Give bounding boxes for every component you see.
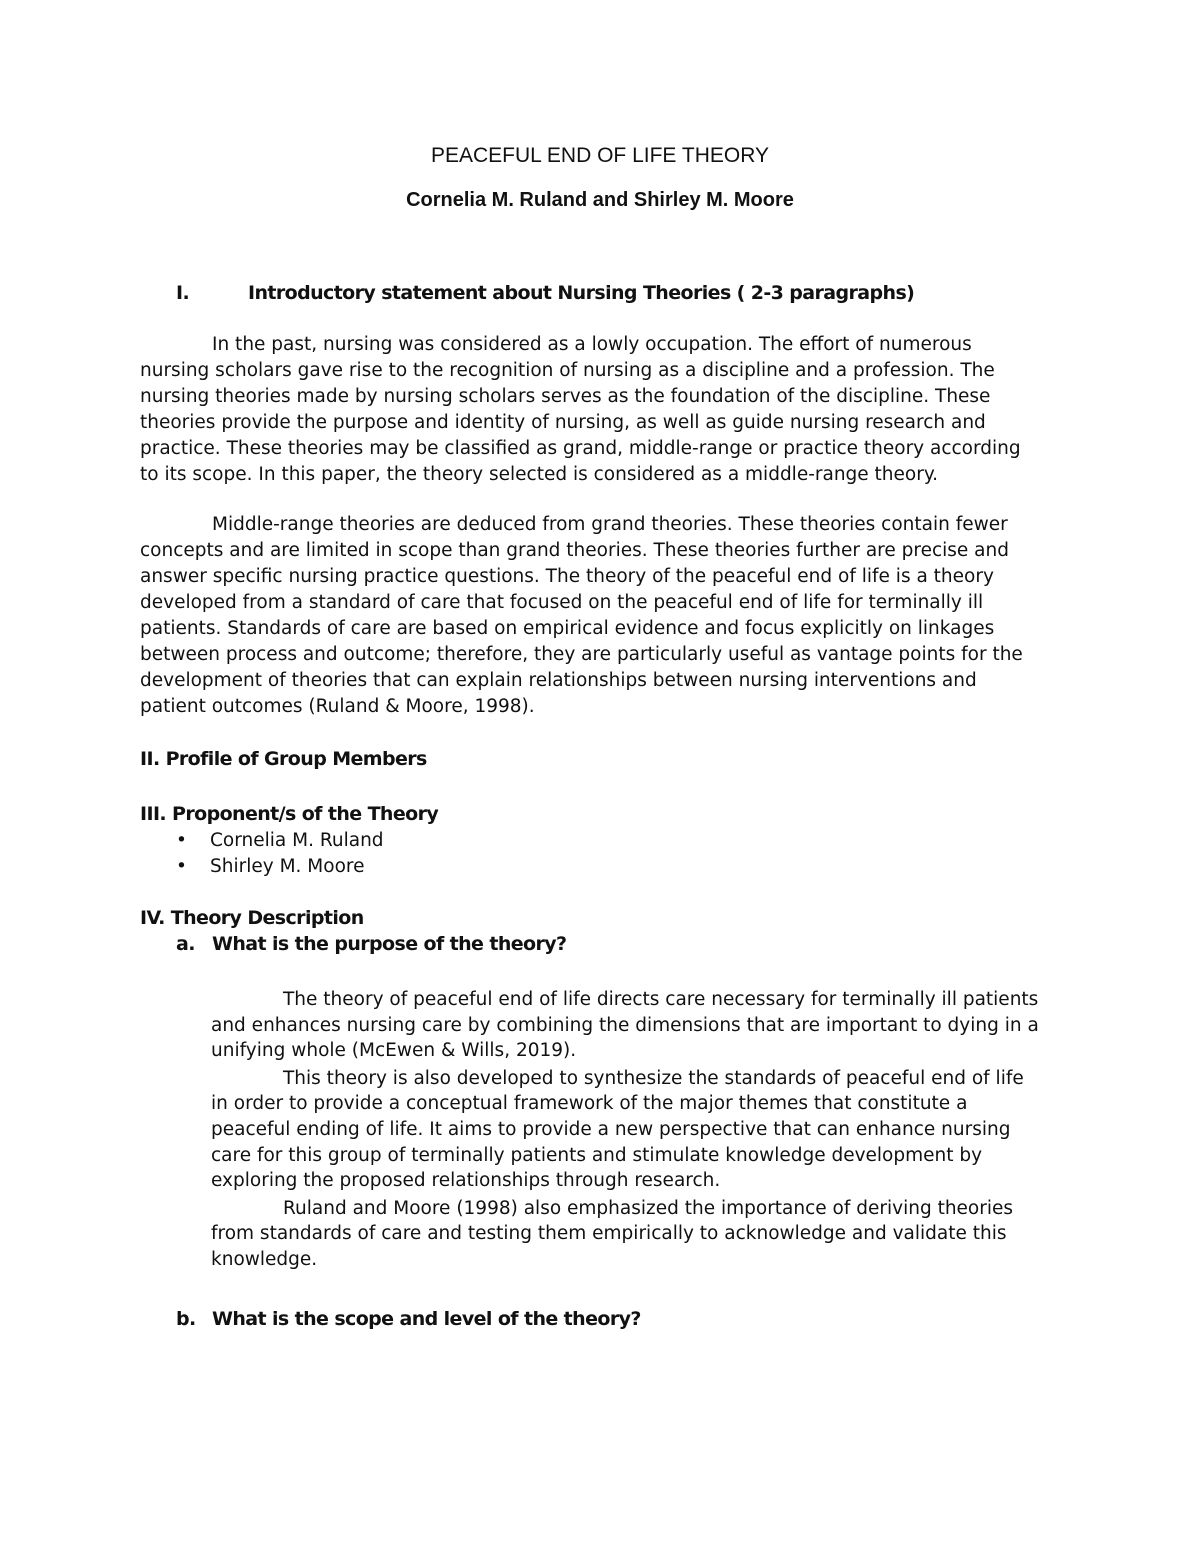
text-line: care for this group of terminally patients and stimulate knowledge development by <box>211 1144 983 1166</box>
text-line: between process and outcome; therefore, they are particularly useful as vantage points for the <box>140 644 1023 665</box>
text-line: peaceful ending of life. It aims to provide a new perspective that can enhance nursing <box>211 1118 1011 1140</box>
text-line: practice. These theories may be classified as grand, middle-range or practice theory according <box>140 438 1021 459</box>
text-line: nursing theories made by nursing scholars serves as the foundation of the discipline. These <box>140 386 991 407</box>
text-line: Middle-range theories are deduced from grand theories. These theories contain fewer <box>212 514 1008 535</box>
question-b-text: What is the scope and level of the theory? <box>212 1308 641 1330</box>
section-1-title: Introductory statement about Nursing Theories ( 2-3 paragraphs) <box>248 282 915 304</box>
section-2-heading: II. Profile of Group Members <box>140 748 427 770</box>
text-line: This theory is also developed to synthesize the standards of peaceful end of life <box>283 1067 1024 1089</box>
proponent-name: Shirley M. Moore <box>210 856 365 877</box>
text-line: Ruland and Moore (1998) also emphasized the importance of deriving theories <box>283 1197 1014 1219</box>
text-line: in order to provide a conceptual framework of the major themes that constitute a <box>211 1093 968 1115</box>
text-line: In the past, nursing was considered as a lowly occupation. The effort of numerous <box>212 334 972 355</box>
text-line: nursing scholars gave rise to the recognition of nursing as a discipline and a profession. The <box>140 360 995 381</box>
text-line: theories provide the purpose and identity of nursing, as well as guide nursing research and <box>140 412 986 433</box>
section-1-heading <box>176 282 914 304</box>
text-line: patients. Standards of care are based on empirical evidence and focus explicitly on linkages <box>140 618 995 639</box>
text-line: developed from a standard of care that focused on the peaceful end of life for terminally ill <box>140 592 984 613</box>
text-line: patient outcomes (Ruland & Moore, 1998). <box>140 696 535 717</box>
text-line: concepts and are limited in scope than grand theories. These theories further are precise and <box>140 540 1009 561</box>
question-a-heading <box>176 933 566 955</box>
text-line: knowledge. <box>211 1248 318 1270</box>
text-line: development of theories that can explain relationships between nursing interventions and <box>140 670 977 691</box>
document-authors: Cornelia M. Ruland and Shirley M. Moore <box>406 189 794 211</box>
text-line: from standards of care and testing them empirically to acknowledge and validate this <box>211 1223 1007 1245</box>
text-line: exploring the proposed relationships through research. <box>211 1170 721 1192</box>
text-line: unifying whole (McEwen & Wills, 2019). <box>211 1040 577 1062</box>
section-1-paragraph-2 <box>140 512 1023 720</box>
section-3-heading: III. Proponent/s of the Theory <box>140 803 439 825</box>
bullet-icon: • <box>176 856 187 877</box>
question-a-label: a. <box>176 933 195 955</box>
list-item <box>176 854 384 880</box>
answer-a-paragraphs <box>211 987 1039 1273</box>
text-line: and enhances nursing care by combining the dimensions that are important to dying in a <box>211 1014 1039 1036</box>
section-1-paragraph-1 <box>140 332 1021 488</box>
proponent-name: Cornelia M. Ruland <box>210 830 384 851</box>
question-b-label: b. <box>176 1308 196 1330</box>
text-line: The theory of peaceful end of life directs care necessary for terminally ill patients <box>283 989 1039 1010</box>
bullet-icon: • <box>176 830 187 851</box>
text-line: to its scope. In this paper, the theory selected is considered as a middle-range theory. <box>140 464 939 485</box>
question-b-heading <box>176 1308 641 1330</box>
section-1-number: I. <box>176 282 190 304</box>
section-4-heading: IV. Theory Description <box>140 907 364 929</box>
text-line: answer specific nursing practice questions. The theory of the peaceful end of life is a theory <box>140 566 994 587</box>
list-item <box>176 828 384 854</box>
question-a-text: What is the purpose of the theory? <box>212 933 567 955</box>
document-title: PEACEFUL END OF LIFE THEORY <box>430 144 770 167</box>
proponents-list <box>176 828 384 880</box>
